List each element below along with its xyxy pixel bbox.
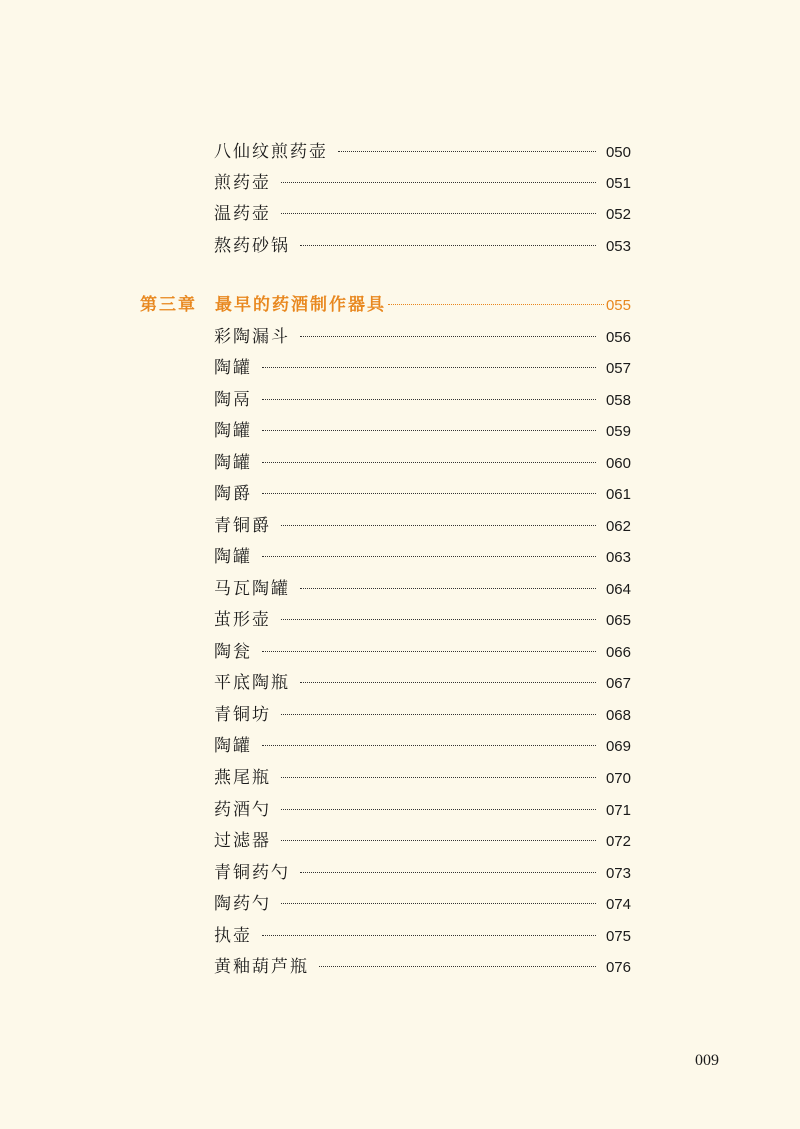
toc-entry-page: 071 <box>605 802 631 819</box>
toc-entry-page: 075 <box>605 928 631 945</box>
toc-entry[interactable] <box>214 355 631 381</box>
toc-entry-page: 064 <box>605 581 631 598</box>
toc-entry[interactable] <box>214 324 631 350</box>
chapter-page: 055 <box>605 297 631 314</box>
dot-leader <box>281 525 596 526</box>
toc-entry-page: 059 <box>605 423 631 440</box>
dot-leader <box>300 872 596 873</box>
toc-entry[interactable] <box>214 860 631 886</box>
toc-entry-label: 陶罐 <box>214 358 252 378</box>
toc-entry[interactable] <box>214 607 631 633</box>
toc-entry-label: 过滤器 <box>214 831 271 851</box>
toc-entry-page: 061 <box>605 486 631 503</box>
toc-entry[interactable] <box>214 450 631 476</box>
toc-entry-page: 058 <box>605 392 631 409</box>
dot-leader <box>281 777 596 778</box>
toc-entry-label: 陶鬲 <box>214 390 252 410</box>
toc-entry-label: 茧形壶 <box>214 610 271 630</box>
toc-entry[interactable] <box>214 170 631 196</box>
dot-leader <box>281 714 596 715</box>
toc-entry-label: 温药壶 <box>214 204 271 224</box>
toc-entry-label: 煎药壶 <box>214 173 271 193</box>
toc-entry[interactable] <box>214 923 631 949</box>
toc-entry[interactable] <box>214 828 631 854</box>
toc-entry-page: 073 <box>605 865 631 882</box>
dot-leader <box>319 966 596 967</box>
toc-entry-label: 马瓦陶罐 <box>214 579 290 599</box>
toc-entry-label: 熬药砂锅 <box>214 236 290 256</box>
toc-entry-page: 065 <box>605 612 631 629</box>
dot-leader <box>262 367 596 368</box>
dot-leader <box>262 399 596 400</box>
chapter-title: 最早的药酒制作器具 <box>215 295 386 315</box>
toc-entry-label: 青铜坊 <box>214 705 271 725</box>
dot-leader <box>281 809 596 810</box>
dot-leader <box>281 619 596 620</box>
toc-entry-label: 青铜爵 <box>214 516 271 536</box>
toc-entry[interactable] <box>214 233 631 259</box>
toc-entry-label: 黄釉葫芦瓶 <box>214 957 309 977</box>
toc-entry-page: 057 <box>605 360 631 377</box>
toc-entry-page: 076 <box>605 959 631 976</box>
toc-entry-page: 051 <box>605 175 631 192</box>
toc-entry[interactable] <box>214 139 631 165</box>
toc-entry-page: 068 <box>605 707 631 724</box>
toc-entry-page: 056 <box>605 329 631 346</box>
toc-entry[interactable] <box>214 765 631 791</box>
toc-entry[interactable] <box>214 733 631 759</box>
toc-entry[interactable] <box>214 418 631 444</box>
dot-leader <box>281 182 596 183</box>
dot-leader <box>300 588 596 589</box>
toc-entry[interactable] <box>214 670 631 696</box>
dot-leader <box>262 493 596 494</box>
toc-entry-page: 052 <box>605 206 631 223</box>
toc-entry-page: 062 <box>605 518 631 535</box>
toc-entry-page: 050 <box>605 144 631 161</box>
toc-entry-label: 陶药勺 <box>214 894 271 914</box>
dot-leader <box>262 556 596 557</box>
toc-entry-page: 060 <box>605 455 631 472</box>
dot-leader <box>262 651 596 652</box>
dot-leader <box>388 304 604 305</box>
dot-leader <box>300 682 596 683</box>
toc-entry[interactable] <box>214 702 631 728</box>
toc-entry-label: 陶罐 <box>214 736 252 756</box>
toc-entry-label: 燕尾瓶 <box>214 768 271 788</box>
toc-entry-page: 053 <box>605 238 631 255</box>
chapter-number: 第三章 <box>140 295 197 315</box>
toc-entry-label: 八仙纹煎药壶 <box>214 142 328 162</box>
toc-entry[interactable] <box>214 576 631 602</box>
toc-entry-page: 070 <box>605 770 631 787</box>
toc-entry-label: 平底陶瓶 <box>214 673 290 693</box>
dot-leader <box>281 903 596 904</box>
dot-leader <box>262 745 596 746</box>
toc-entry[interactable] <box>214 481 631 507</box>
toc-entry-label: 彩陶漏斗 <box>214 327 290 347</box>
toc-entry-label: 陶罐 <box>214 421 252 441</box>
toc-entry-page: 069 <box>605 738 631 755</box>
page-number: 009 <box>695 1052 719 1069</box>
toc-entry[interactable] <box>214 201 631 227</box>
dot-leader <box>262 462 596 463</box>
toc-entry-label: 陶罐 <box>214 453 252 473</box>
toc-entry-page: 066 <box>605 644 631 661</box>
toc-entry-label: 执壶 <box>214 926 252 946</box>
toc-entry[interactable] <box>214 544 631 570</box>
dot-leader <box>300 336 596 337</box>
dot-leader <box>281 213 596 214</box>
toc-entry[interactable] <box>214 954 631 980</box>
toc-entry-label: 陶爵 <box>214 484 252 504</box>
toc-entry[interactable] <box>214 639 631 665</box>
toc-entry[interactable] <box>214 387 631 413</box>
toc-entry-label: 药酒勺 <box>214 800 271 820</box>
toc-entry[interactable] <box>214 891 631 917</box>
toc-entry[interactable] <box>214 513 631 539</box>
toc-chapter-heading[interactable] <box>140 292 631 318</box>
dot-leader <box>300 245 596 246</box>
dot-leader <box>338 151 596 152</box>
dot-leader <box>262 430 596 431</box>
toc-entry-label: 陶罐 <box>214 547 252 567</box>
dot-leader <box>262 935 596 936</box>
dot-leader <box>281 840 596 841</box>
toc-entry-label: 青铜药勺 <box>214 863 290 883</box>
toc-entry[interactable] <box>214 797 631 823</box>
toc-entry-page: 067 <box>605 675 631 692</box>
toc-entry-page: 072 <box>605 833 631 850</box>
toc-entry-label: 陶瓮 <box>214 642 252 662</box>
toc-entry-page: 074 <box>605 896 631 913</box>
toc-entry-page: 063 <box>605 549 631 566</box>
